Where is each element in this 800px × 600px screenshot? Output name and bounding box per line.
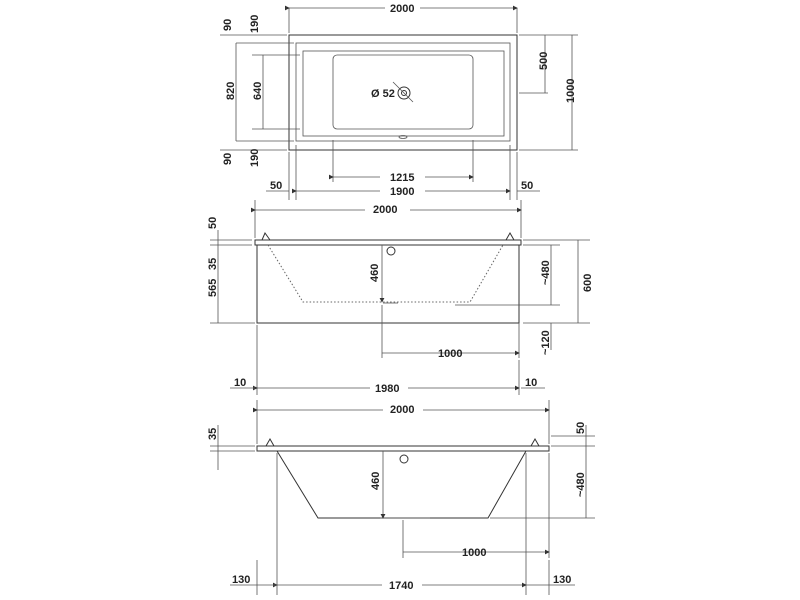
dim-panel-10-right: 10 [525, 377, 538, 389]
dim-820: 820 [225, 81, 237, 100]
dim-500: 500 [538, 51, 550, 70]
builtin-basin [277, 451, 526, 518]
dim-panel-480: ~480 [540, 260, 552, 285]
dim-panel-120: ~120 [540, 330, 552, 355]
side-view-builtin [207, 400, 595, 595]
dim-190-bottom: 190 [249, 148, 261, 167]
dim-panel-600: 600 [582, 273, 594, 292]
dim-builtin-35: 35 [207, 427, 219, 440]
dim-190-top: 190 [249, 14, 261, 33]
dim-1215: 1215 [390, 172, 415, 184]
dim-640: 640 [252, 81, 264, 100]
drain-icon [393, 82, 413, 102]
drain-diameter-label: Ø 52 [371, 88, 395, 100]
builtin-drain-icon [400, 455, 408, 463]
dim-panel-50: 50 [207, 216, 219, 229]
builtin-left-handle [266, 439, 274, 446]
right-handle [506, 233, 514, 240]
top-view [220, 3, 578, 200]
dim-builtin-1740: 1740 [389, 580, 414, 592]
dim-panel-460: 460 [369, 263, 381, 282]
dim-90-bottom: 90 [222, 152, 234, 165]
dim-50-right: 50 [521, 180, 534, 192]
dim-builtin-130-right: 130 [553, 574, 572, 586]
builtin-rim [257, 446, 549, 451]
dim-panel-35: 35 [207, 257, 219, 270]
basin-profile [268, 245, 503, 302]
drain-icon-side [387, 247, 395, 255]
dim-panel-1000: 1000 [438, 348, 463, 360]
dim-90-top: 90 [222, 18, 234, 31]
dim-panel-2000: 2000 [373, 204, 398, 216]
dim-panel-565: 565 [207, 278, 219, 297]
dim-builtin-480: ~480 [575, 472, 587, 497]
dim-builtin-130-left: 130 [232, 574, 251, 586]
rim-strip [255, 240, 521, 245]
dim-builtin-1000: 1000 [462, 547, 487, 559]
dim-top-2000: 2000 [390, 3, 415, 15]
dim-builtin-2000: 2000 [390, 404, 415, 416]
panel-body [257, 245, 519, 323]
dim-builtin-460: 460 [370, 471, 382, 490]
dim-panel-10-left: 10 [234, 377, 247, 389]
dim-builtin-50: 50 [575, 421, 587, 434]
dim-1000-width: 1000 [565, 78, 577, 103]
builtin-right-handle [531, 439, 539, 446]
dim-panel-1980: 1980 [375, 383, 400, 395]
side-view-panel [207, 200, 594, 395]
dim-50-left: 50 [270, 180, 283, 192]
left-handle [262, 233, 270, 240]
dim-1900: 1900 [390, 186, 415, 198]
